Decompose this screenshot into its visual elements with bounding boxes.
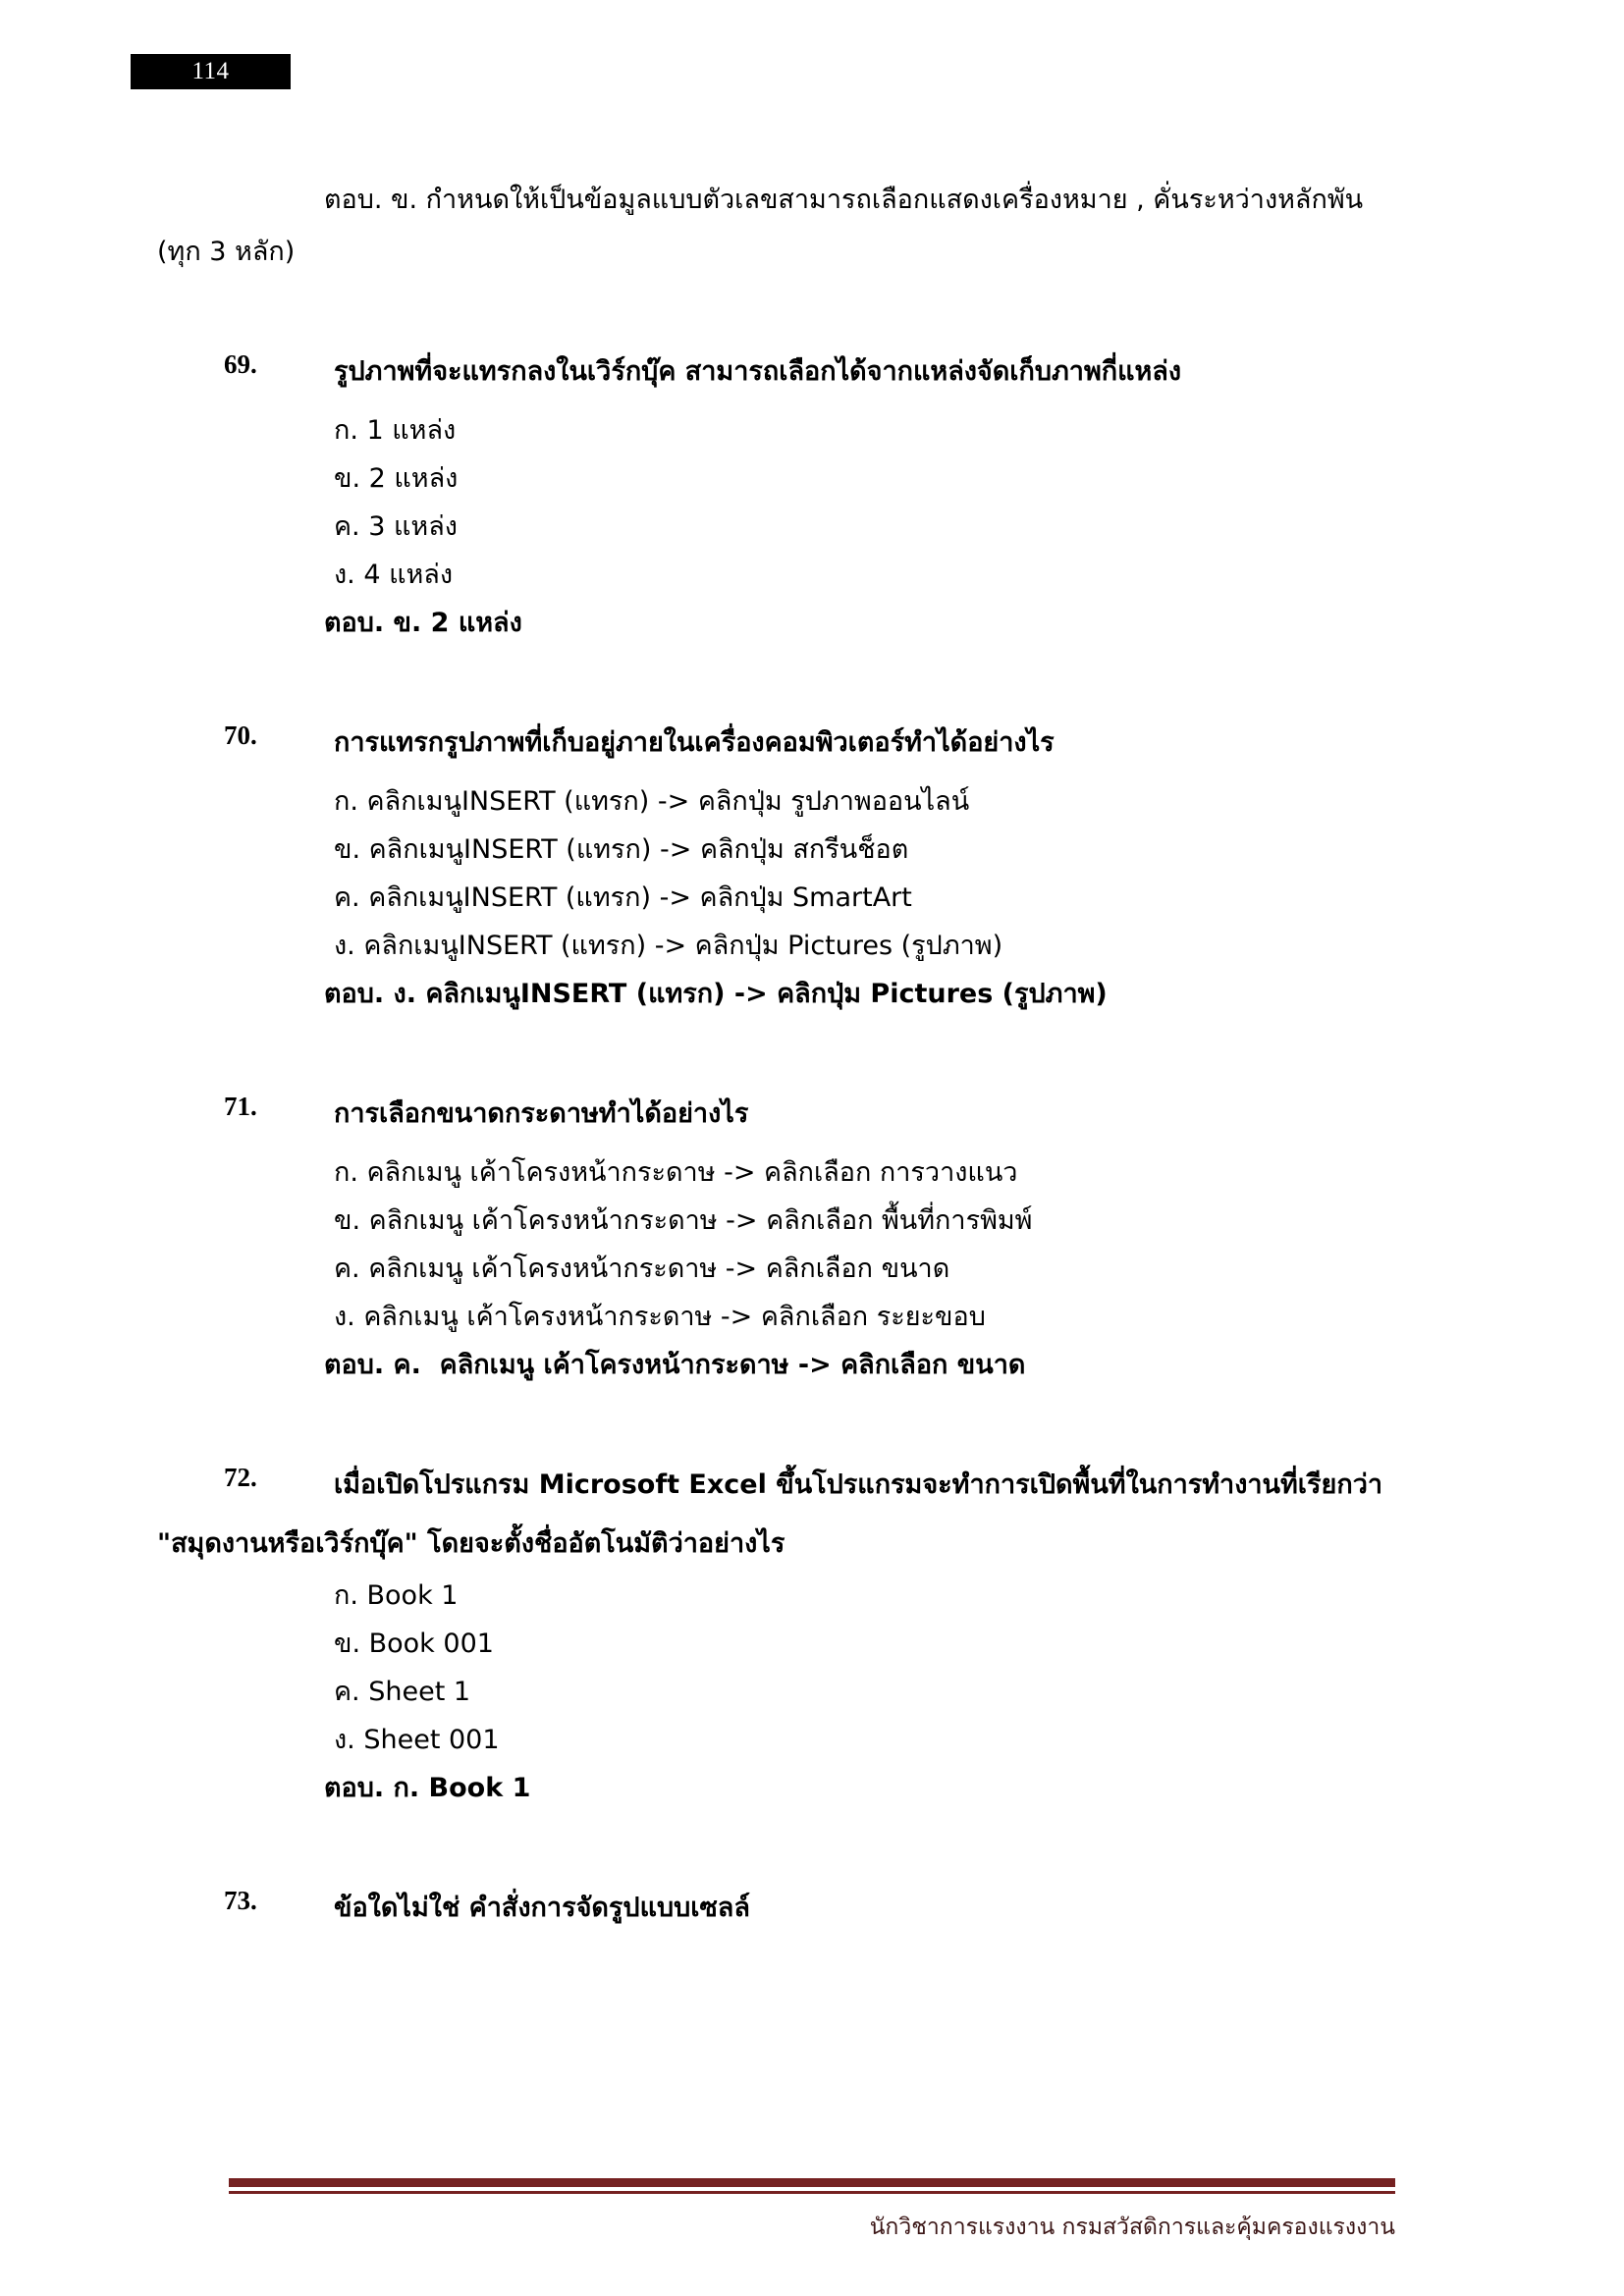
question-72 bbox=[224, 1463, 1624, 1505]
question-73-number: 73. bbox=[224, 1886, 257, 1915]
carryover-answer-line-1: ตอบ. ข. กำหนดให้เป็นข้อมูลแบบตัวเลขสามารถเลือกแสดงเครื่องหมาย , คั่นระหว่างหลักพัน bbox=[324, 185, 1364, 215]
question-73-text: ข้อใดไม่ใช่ คำสั่งการจัดรูปแบบเซลล์ bbox=[334, 1893, 750, 1923]
question-70 bbox=[224, 721, 1624, 763]
question-70-text: การแทรกรูปภาพที่เก็บอยู่ภายในเครื่องคอมพิวเตอร์ทำได้อย่างไร bbox=[334, 727, 1055, 758]
question-71-choice-ก[interactable]: ก. คลิกเมนู เค้าโครงหน้ากระดาษ -> คลิกเลือก การวางแนว bbox=[334, 1157, 1018, 1188]
question-69-number: 69. bbox=[224, 349, 257, 379]
question-71-answer: ตอบ. ค. คลิกเมนู เค้าโครงหน้ากระดาษ -> คลิกเลือก ขนาด bbox=[324, 1350, 1026, 1380]
question-72-text: เมื่อเปิดโปรแกรม Microsoft Excel ขึ้นโปรแกรมจะทำการเปิดพื้นที่ในการทำงานที่เรียกว่า bbox=[334, 1469, 1383, 1500]
question-72-choice-ค[interactable]: ค. Sheet 1 bbox=[334, 1677, 471, 1707]
question-69 bbox=[224, 349, 1624, 392]
question-71 bbox=[224, 1092, 1624, 1134]
carryover-answer-line-2: (ทุก 3 หลัก) bbox=[157, 237, 296, 267]
question-69-choice-ค[interactable]: ค. 3 แหล่ง bbox=[334, 511, 458, 542]
question-69-choice-ก[interactable]: ก. 1 แหล่ง bbox=[334, 415, 457, 446]
question-72-choice-ข[interactable]: ข. Book 001 bbox=[334, 1629, 494, 1659]
page-footer bbox=[0, 2149, 1624, 2296]
question-71-choice-ข[interactable]: ข. คลิกเมนู เค้าโครงหน้ากระดาษ -> คลิกเลือก พื้นที่การพิมพ์ bbox=[334, 1205, 1033, 1236]
question-70-choice-ง[interactable]: ง. คลิกเมนูINSERT (แทรก) -> คลิกปุ่ม Pictures (รูปภาพ) bbox=[334, 931, 1003, 961]
footer-divider bbox=[229, 2178, 1395, 2194]
question-72-choice-ง[interactable]: ง. Sheet 001 bbox=[334, 1725, 500, 1755]
question-72-number: 72. bbox=[224, 1463, 257, 1492]
question-70-answer: ตอบ. ง. คลิกเมนูINSERT (แทรก) -> คลิกปุ่ม Pictures (รูปภาพ) bbox=[324, 979, 1108, 1009]
question-70-choice-ข[interactable]: ข. คลิกเมนูINSERT (แทรก) -> คลิกปุ่ม สกรีนช็อต bbox=[334, 834, 909, 865]
footer-organization-text: นักวิชาการแรงงาน กรมสวัสดิการและคุ้มครองแรงงาน bbox=[869, 2215, 1395, 2240]
page-number-badge: 114 bbox=[131, 54, 291, 89]
question-69-text: รูปภาพที่จะแทรกลงในเวิร์กบุ๊ค สามารถเลือกได้จากแหล่งจัดเก็บภาพกี่แหล่ง bbox=[334, 356, 1182, 387]
question-70-choice-ก[interactable]: ก. คลิกเมนูINSERT (แทรก) -> คลิกปุ่ม รูปภาพออนไลน์ bbox=[334, 786, 970, 817]
footer-rule-thin bbox=[229, 2191, 1395, 2194]
question-71-text: การเลือกขนาดกระดาษทำได้อย่างไร bbox=[334, 1098, 749, 1129]
question-70-number: 70. bbox=[224, 721, 257, 750]
question-72-choice-ก[interactable]: ก. Book 1 bbox=[334, 1580, 459, 1611]
question-72-text-line-2: "สมุดงานหรือเวิร์กบุ๊ค" โดยจะตั้งชื่ออัตโนมัติว่าอย่างไร bbox=[157, 1528, 785, 1559]
question-73 bbox=[224, 1886, 1624, 1928]
question-72-answer: ตอบ. ก. Book 1 bbox=[324, 1773, 531, 1803]
question-69-choice-ง[interactable]: ง. 4 แหล่ง bbox=[334, 560, 454, 590]
question-71-choice-ค[interactable]: ค. คลิกเมนู เค้าโครงหน้ากระดาษ -> คลิกเลือก ขนาด bbox=[334, 1254, 950, 1284]
page-content bbox=[0, 187, 1624, 1928]
question-71-choice-ง[interactable]: ง. คลิกเมนู เค้าโครงหน้ากระดาษ -> คลิกเลือก ระยะขอบ bbox=[334, 1302, 986, 1332]
question-69-answer: ตอบ. ข. 2 แหล่ง bbox=[324, 608, 522, 638]
question-69-choice-ข[interactable]: ข. 2 แหล่ง bbox=[334, 463, 459, 494]
question-71-number: 71. bbox=[224, 1092, 257, 1121]
question-70-choice-ค[interactable]: ค. คลิกเมนูINSERT (แทรก) -> คลิกปุ่ม SmartArt bbox=[334, 882, 912, 913]
footer-rule-thick bbox=[229, 2178, 1395, 2187]
